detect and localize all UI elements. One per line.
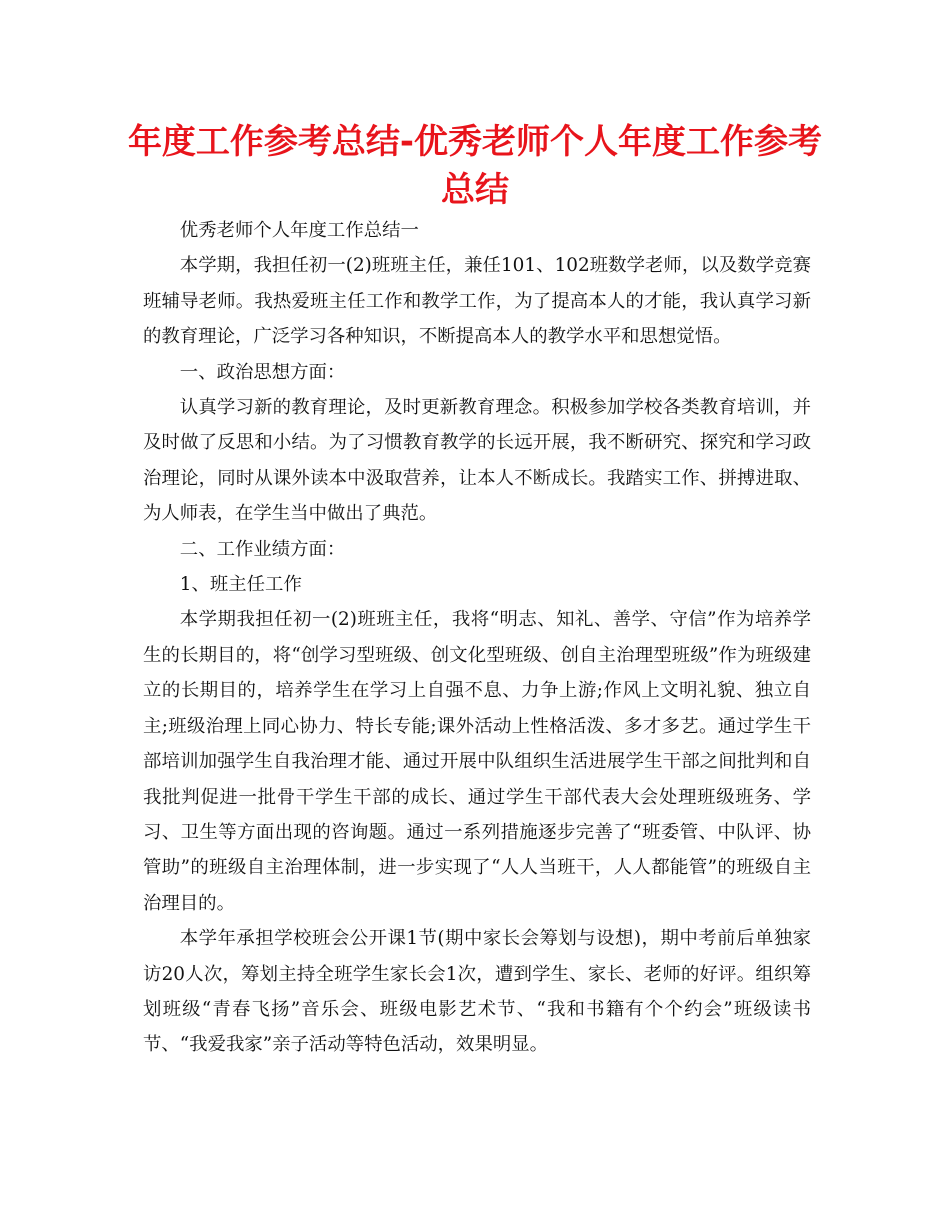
- subsection-heading-class-teacher: 1、班主任工作: [179, 574, 302, 596]
- paragraph-activities: 本学年承担学校班会公开课1节(期中家长会筹划与设想)，期中考前后单独家访20人次，筹划主持全班学生家长会1次，遭到学生、家长、老师的好评。组织筹划班级“青春飞扬”音乐会、班级电影艺术节、“我和书籍有个个约会”班级读书节、“我爱我家”亲子活动等特色活动，效果明显。: [143, 928, 811, 1056]
- section-heading-summary-one: 优秀老师个人年度工作总结一: [179, 220, 419, 241]
- document-title: 年度工作参考总结-优秀老师个人年度工作参考总结: [127, 122, 823, 210]
- paragraph-political: 认真学习新的教育理论，及时更新教育理念。积极参加学校各类教育培训，并及时做了反思和小结。为了习惯教育教学的长远开展，我不断研究、探究和学习政治理论，同时从课外读本中汲取营养，让本人不断成长。我踏实工作、拼搏进取、为人师表，在学生当中做出了典范。: [143, 397, 811, 525]
- paragraph-class-teacher: 本学期我担任初一(2)班班主任，我将“明志、知礼、善学、守信”作为培养学生的长期目的，将“创学习型班级、创文化型班级、创自主治理型班级”作为班级建立的长期目的，培养学生在学习上自强不息、力争上游;作风上文明礼貌、独立自主;班级治理上同心协力、特长专能;课外活动上性格活泼、多才多艺。通过学生干部培训加强学生自我治理才能、通过开展中队组织生活进展学生干部之间批判和自我批判促进一批骨干学生干部的成长、通过学生干部代表大会处理班级班务、学习、卫生等方面出现的咨询题。通过一系列措施逐步完善了“班委管、中队评、协管助”的班级自主治理体制，进一步实现了“人人当班干，人人都能管”的班级自主治理目的。: [143, 609, 811, 914]
- section-heading-performance: 二、工作业绩方面：: [179, 538, 346, 560]
- paragraph-intro: 本学期，我担任初一(2)班班主任，兼任101、102班数学老师，以及数学竞赛班辅导老师。我热爱班主任工作和教学工作，为了提高本人的才能，我认真学习新的教育理论，广泛学习各种知识，不断提高本人的教学水平和思想觉悟。: [143, 255, 811, 348]
- document-body: [143, 213, 811, 1063]
- section-heading-political: 一、政治思想方面：: [179, 361, 346, 383]
